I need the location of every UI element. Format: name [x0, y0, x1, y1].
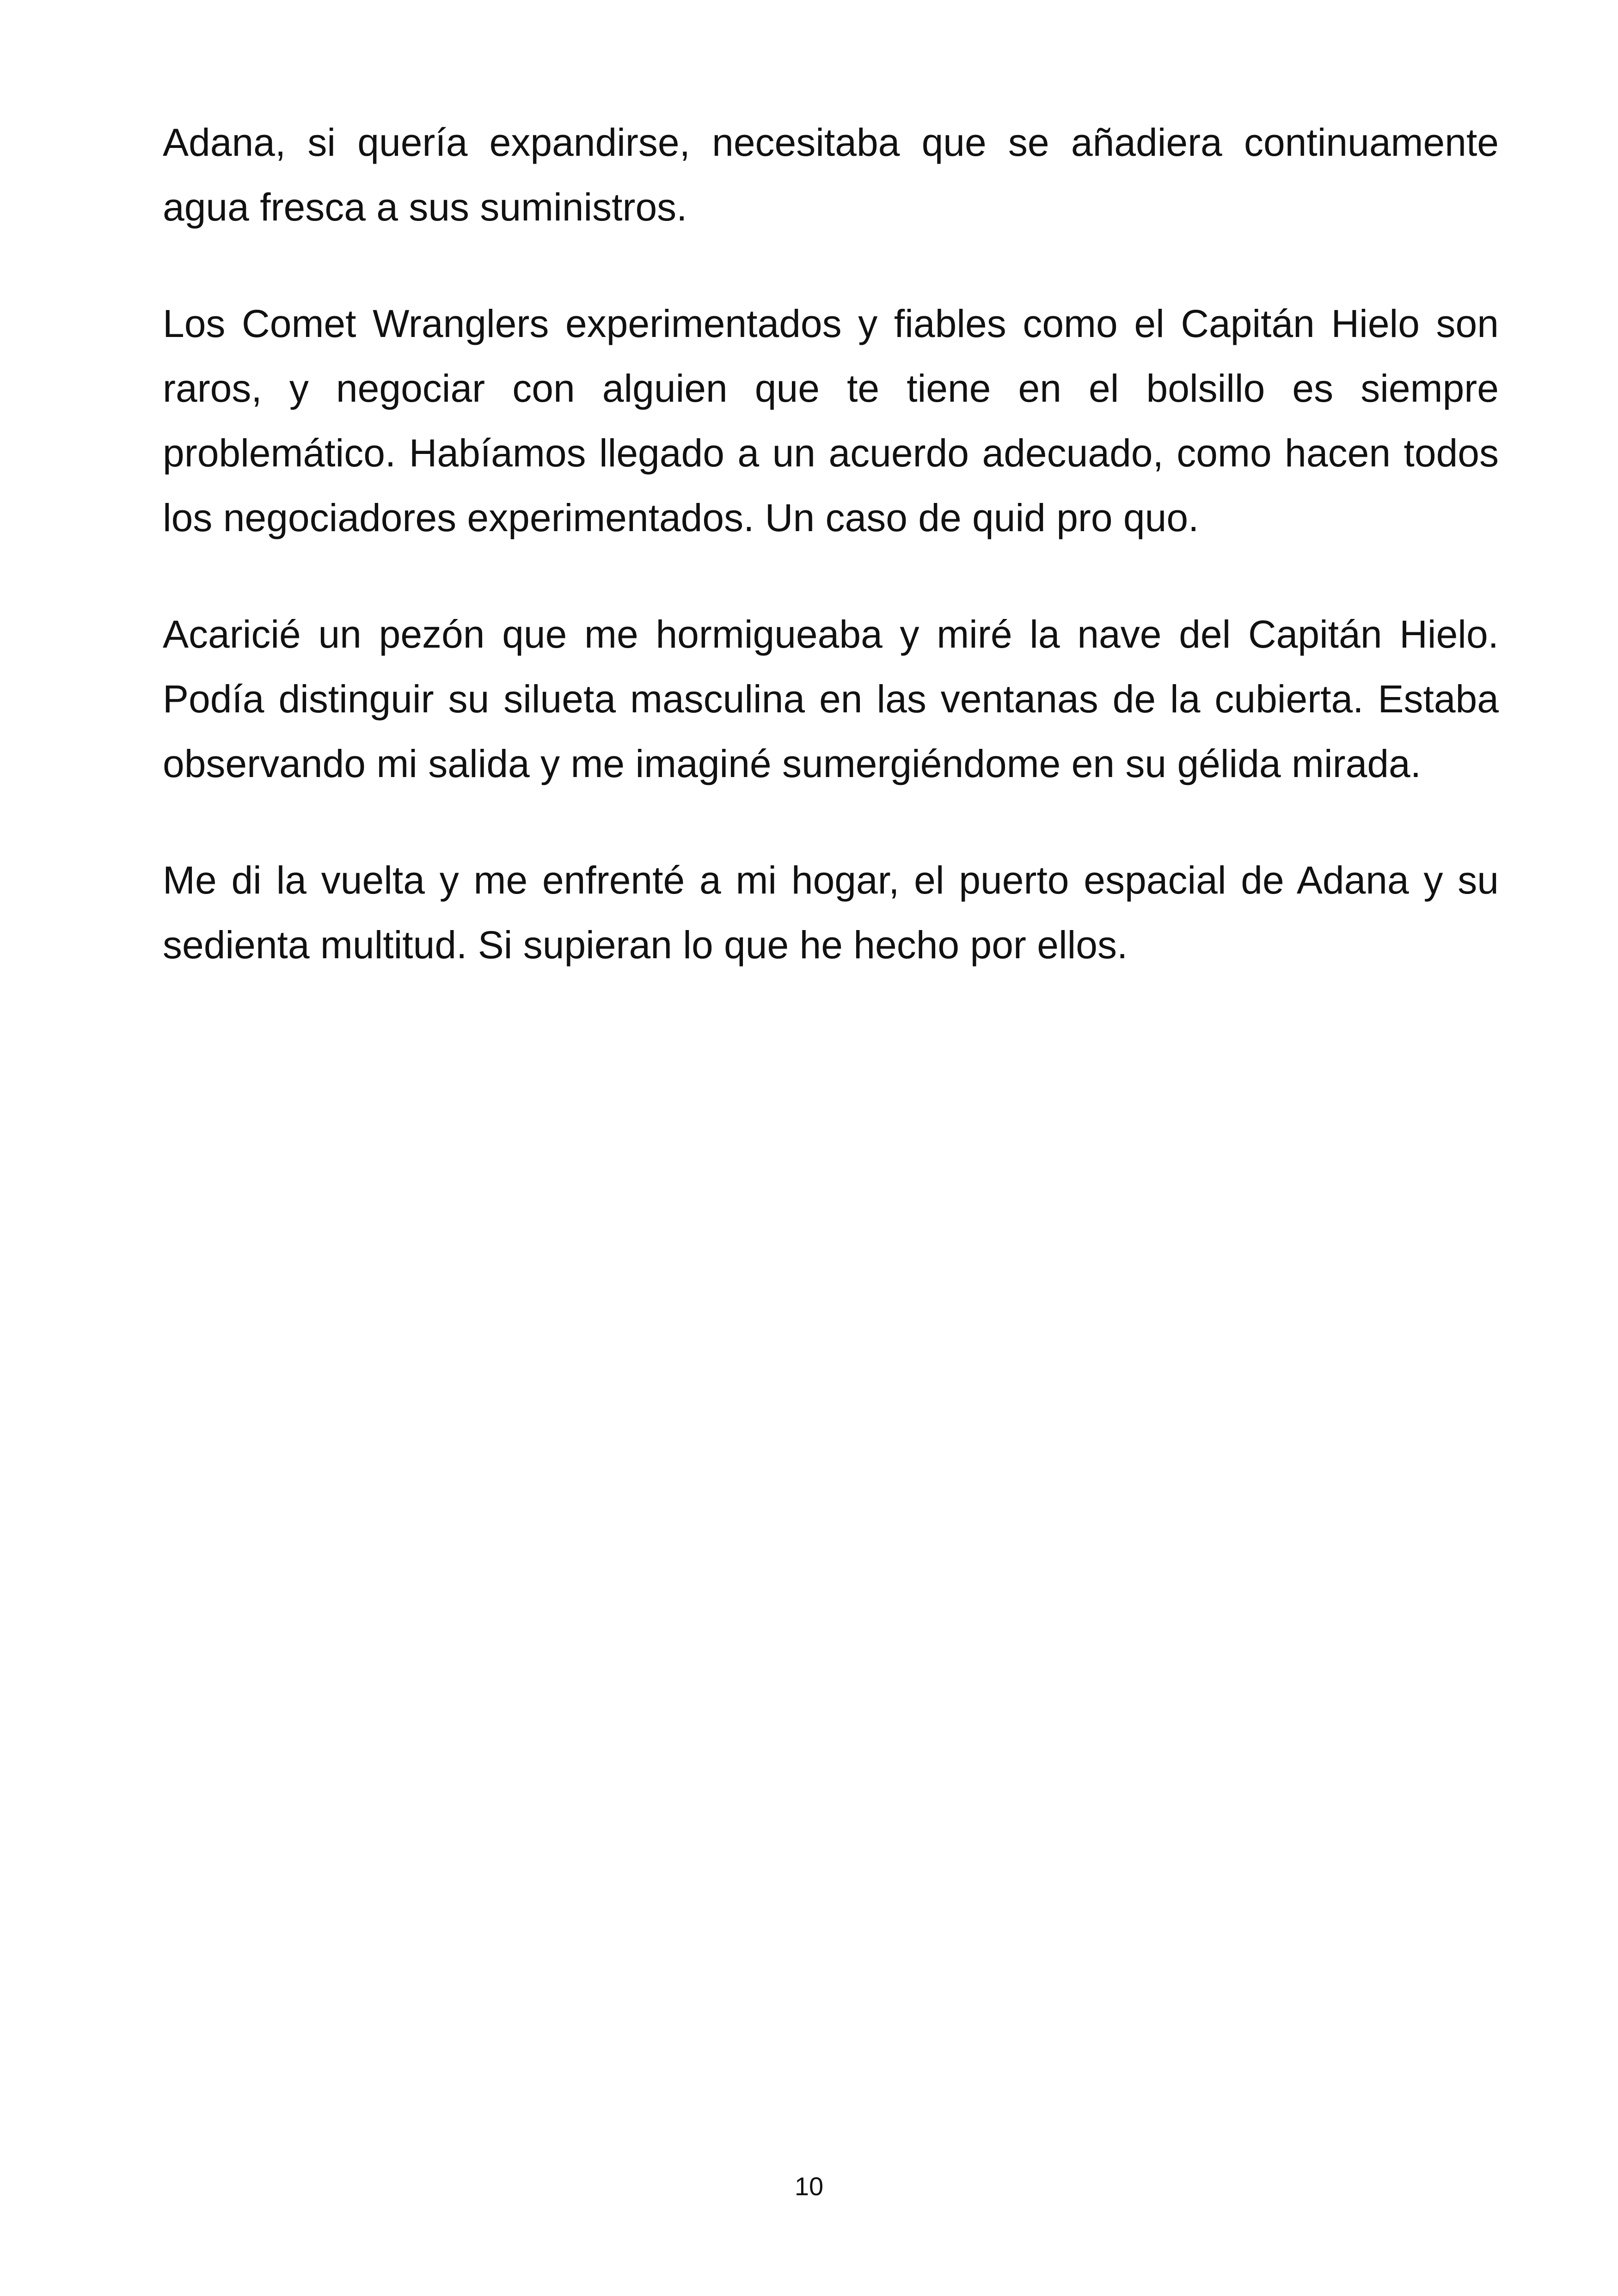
paragraph-2: Los Comet Wranglers experimentados y fiables como el Capitán Hielo son raros, y negociar con alguien que te tiene en el bolsillo es siempre problemático. Habíamos llegado a un acuerdo adecuado, como hacen todos los negociadores experimentados. Un caso de quid pro quo. — [163, 302, 1499, 539]
paragraph-4: Me di la vuelta y me enfrenté a mi hogar, el puerto espacial de Adana y su sedienta multitud. Si supieran lo que he hecho por ellos. — [163, 858, 1499, 967]
body-text — [163, 110, 1499, 1029]
paragraph-1: Adana, si quería expandirse, necesitaba que se añadiera continuamente agua fresca a sus suministros. — [163, 121, 1499, 229]
paragraph-3: Acaricié un pezón que me hormigueaba y miré la nave del Capitán Hielo. Podía distinguir su silueta masculina en las ventanas de la cubierta. Estaba observando mi salida y me imaginé sumergiéndome en su gélida mirada. — [163, 612, 1499, 785]
page-number: 10 — [794, 2172, 824, 2201]
